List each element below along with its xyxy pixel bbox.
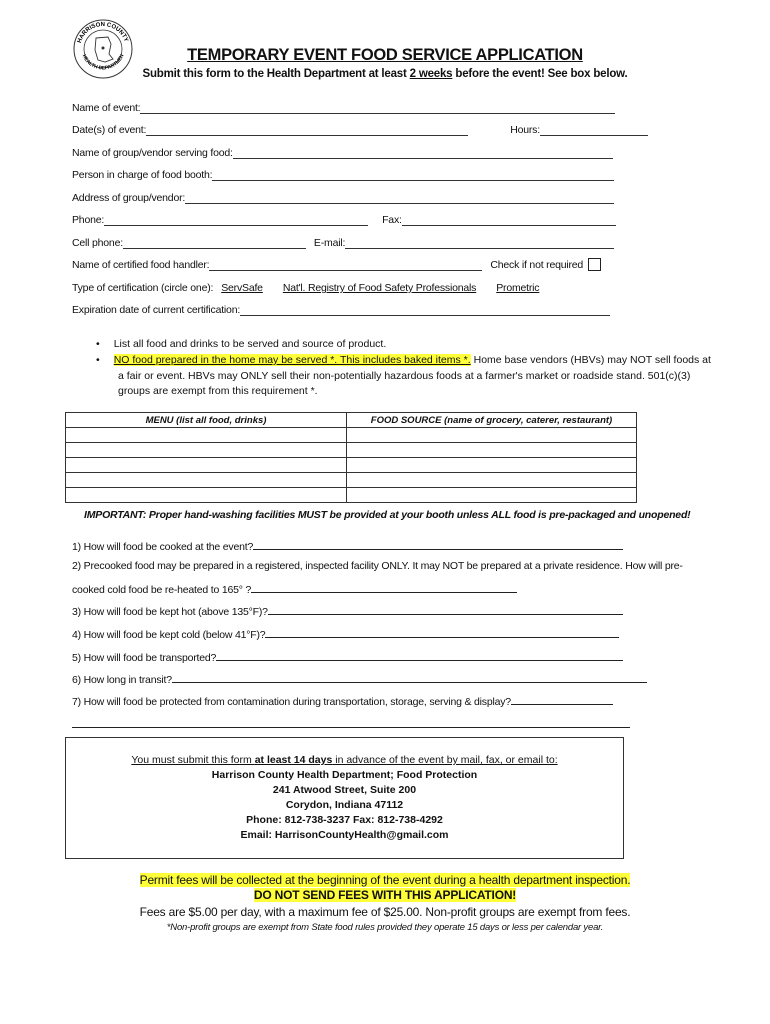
question-6[interactable]: 6) How long in transit? xyxy=(72,671,647,686)
menu-table[interactable] xyxy=(65,412,637,503)
svg-text:HARRISON COUNTY: HARRISON COUNTY xyxy=(76,21,129,44)
question-1[interactable]: 1) How will food be cooked at the event? xyxy=(72,538,623,553)
event-name-field[interactable]: Name of event: xyxy=(72,100,615,114)
bullet-2-line-2: a fair or event. HBVs may ONLY sell their non-potentially hazardous foods at a farmer's market or roadside stand. 501(c)(3) xyxy=(118,370,691,382)
question-4[interactable]: 4) How will food be kept cold (below 41°F)? xyxy=(72,626,619,641)
fee-amount: Fees are $5.00 per day, with a maximum fee of $25.00. Non-profit groups are exempt from fees. xyxy=(139,905,631,919)
bullet-2-line-3: groups are exempt from this requirement *. xyxy=(118,385,318,397)
servsafe-option: ServSafe xyxy=(221,282,263,294)
svg-text:HEALTH DEPARTMENT: HEALTH DEPARTMEN xyxy=(80,53,126,72)
menu-header: MENU (list all food, drinks) xyxy=(66,413,347,428)
event-dates-field[interactable]: Date(s) of event: Hours: xyxy=(72,122,648,136)
street-address: 241 Atwood Street, Suite 200 xyxy=(272,784,417,796)
bullet-2: • NO food prepared in the home may be served *. This includes baked items *. Home base vendors (HBVs) may NOT sell foods at xyxy=(96,354,711,366)
national-registry-option: Nat'l. Registry of Food Safety Professionals xyxy=(282,282,477,294)
submit-instruction: You must submit this form at least 14 days in advance of the event by mail, fax, or email to: xyxy=(131,754,558,766)
question-7[interactable]: 7) How will food be protected from contamination during transportation, storage, serving & display? xyxy=(72,693,613,708)
table-row xyxy=(66,473,637,488)
email-address: Email: HarrisonCountyHealth@gmail.com xyxy=(240,829,449,841)
bullet-1: • List all food and drinks to be served and source of product. xyxy=(96,338,387,350)
fee-notice-1: Permit fees will be collected at the beginning of the event during a health department inspection. xyxy=(139,873,631,887)
important-notice: IMPORTANT: Proper hand-washing facilities MUST be provided at your booth unless ALL food is pre-packaged and unopened! xyxy=(84,509,691,521)
question-2: 2) Precooked food may be prepared in a registered, inspected facility ONLY. It may NOT be prepared at a private residence. How will pre- xyxy=(72,560,683,572)
table-row xyxy=(66,443,637,458)
certification-type-field[interactable]: Type of certification (circle one): ServSafe Nat'l. Registry of Food Safety Professionals Prometric xyxy=(72,282,540,294)
not-required-checkbox[interactable] xyxy=(588,258,601,271)
question-3[interactable]: 3) How will food be kept hot (above 135°F)? xyxy=(72,603,623,618)
food-source-header: FOOD SOURCE (name of grocery, caterer, restaurant) xyxy=(347,413,637,428)
address-field[interactable]: Address of group/vendor: xyxy=(72,190,614,204)
submission-info-box xyxy=(65,737,624,859)
cell-email-field[interactable]: Cell phone: E-mail: xyxy=(72,235,614,249)
expiration-field[interactable]: Expiration date of current certification: xyxy=(72,302,610,316)
question-5[interactable]: 5) How will food be transported? xyxy=(72,649,623,664)
group-name-field[interactable]: Name of group/vendor serving food: xyxy=(72,145,613,159)
nonprofit-note: *Non-profit groups are exempt from State food rules provided they operate 15 days or less per calendar year. xyxy=(166,922,604,933)
phone-fax: Phone: 812-738-3237 Fax: 812-738-4292 xyxy=(246,814,443,826)
form-subtitle: Submit this form to the Health Department at least 2 weeks before the event! See box below. xyxy=(142,68,628,80)
table-row xyxy=(66,458,637,473)
table-row xyxy=(66,428,637,443)
city-state: Corydon, Indiana 47112 xyxy=(285,799,404,811)
table-row xyxy=(66,488,637,503)
form-title: TEMPORARY EVENT FOOD SERVICE APPLICATION xyxy=(187,46,583,64)
question-2-cont[interactable]: cooked cold food be re-heated to 165° ? xyxy=(72,581,517,596)
answer-line[interactable] xyxy=(72,716,630,731)
food-handler-field[interactable]: Name of certified food handler: Check if not required xyxy=(72,257,601,271)
prometric-option: Prometric xyxy=(496,282,540,294)
person-in-charge-field[interactable]: Person in charge of food booth: xyxy=(72,167,614,181)
fee-notice-2: DO NOT SEND FEES WITH THIS APPLICATION! xyxy=(253,888,517,902)
phone-fax-field[interactable]: Phone: Fax: xyxy=(72,212,616,226)
department-name: Harrison County Health Department; Food Protection xyxy=(211,769,478,781)
